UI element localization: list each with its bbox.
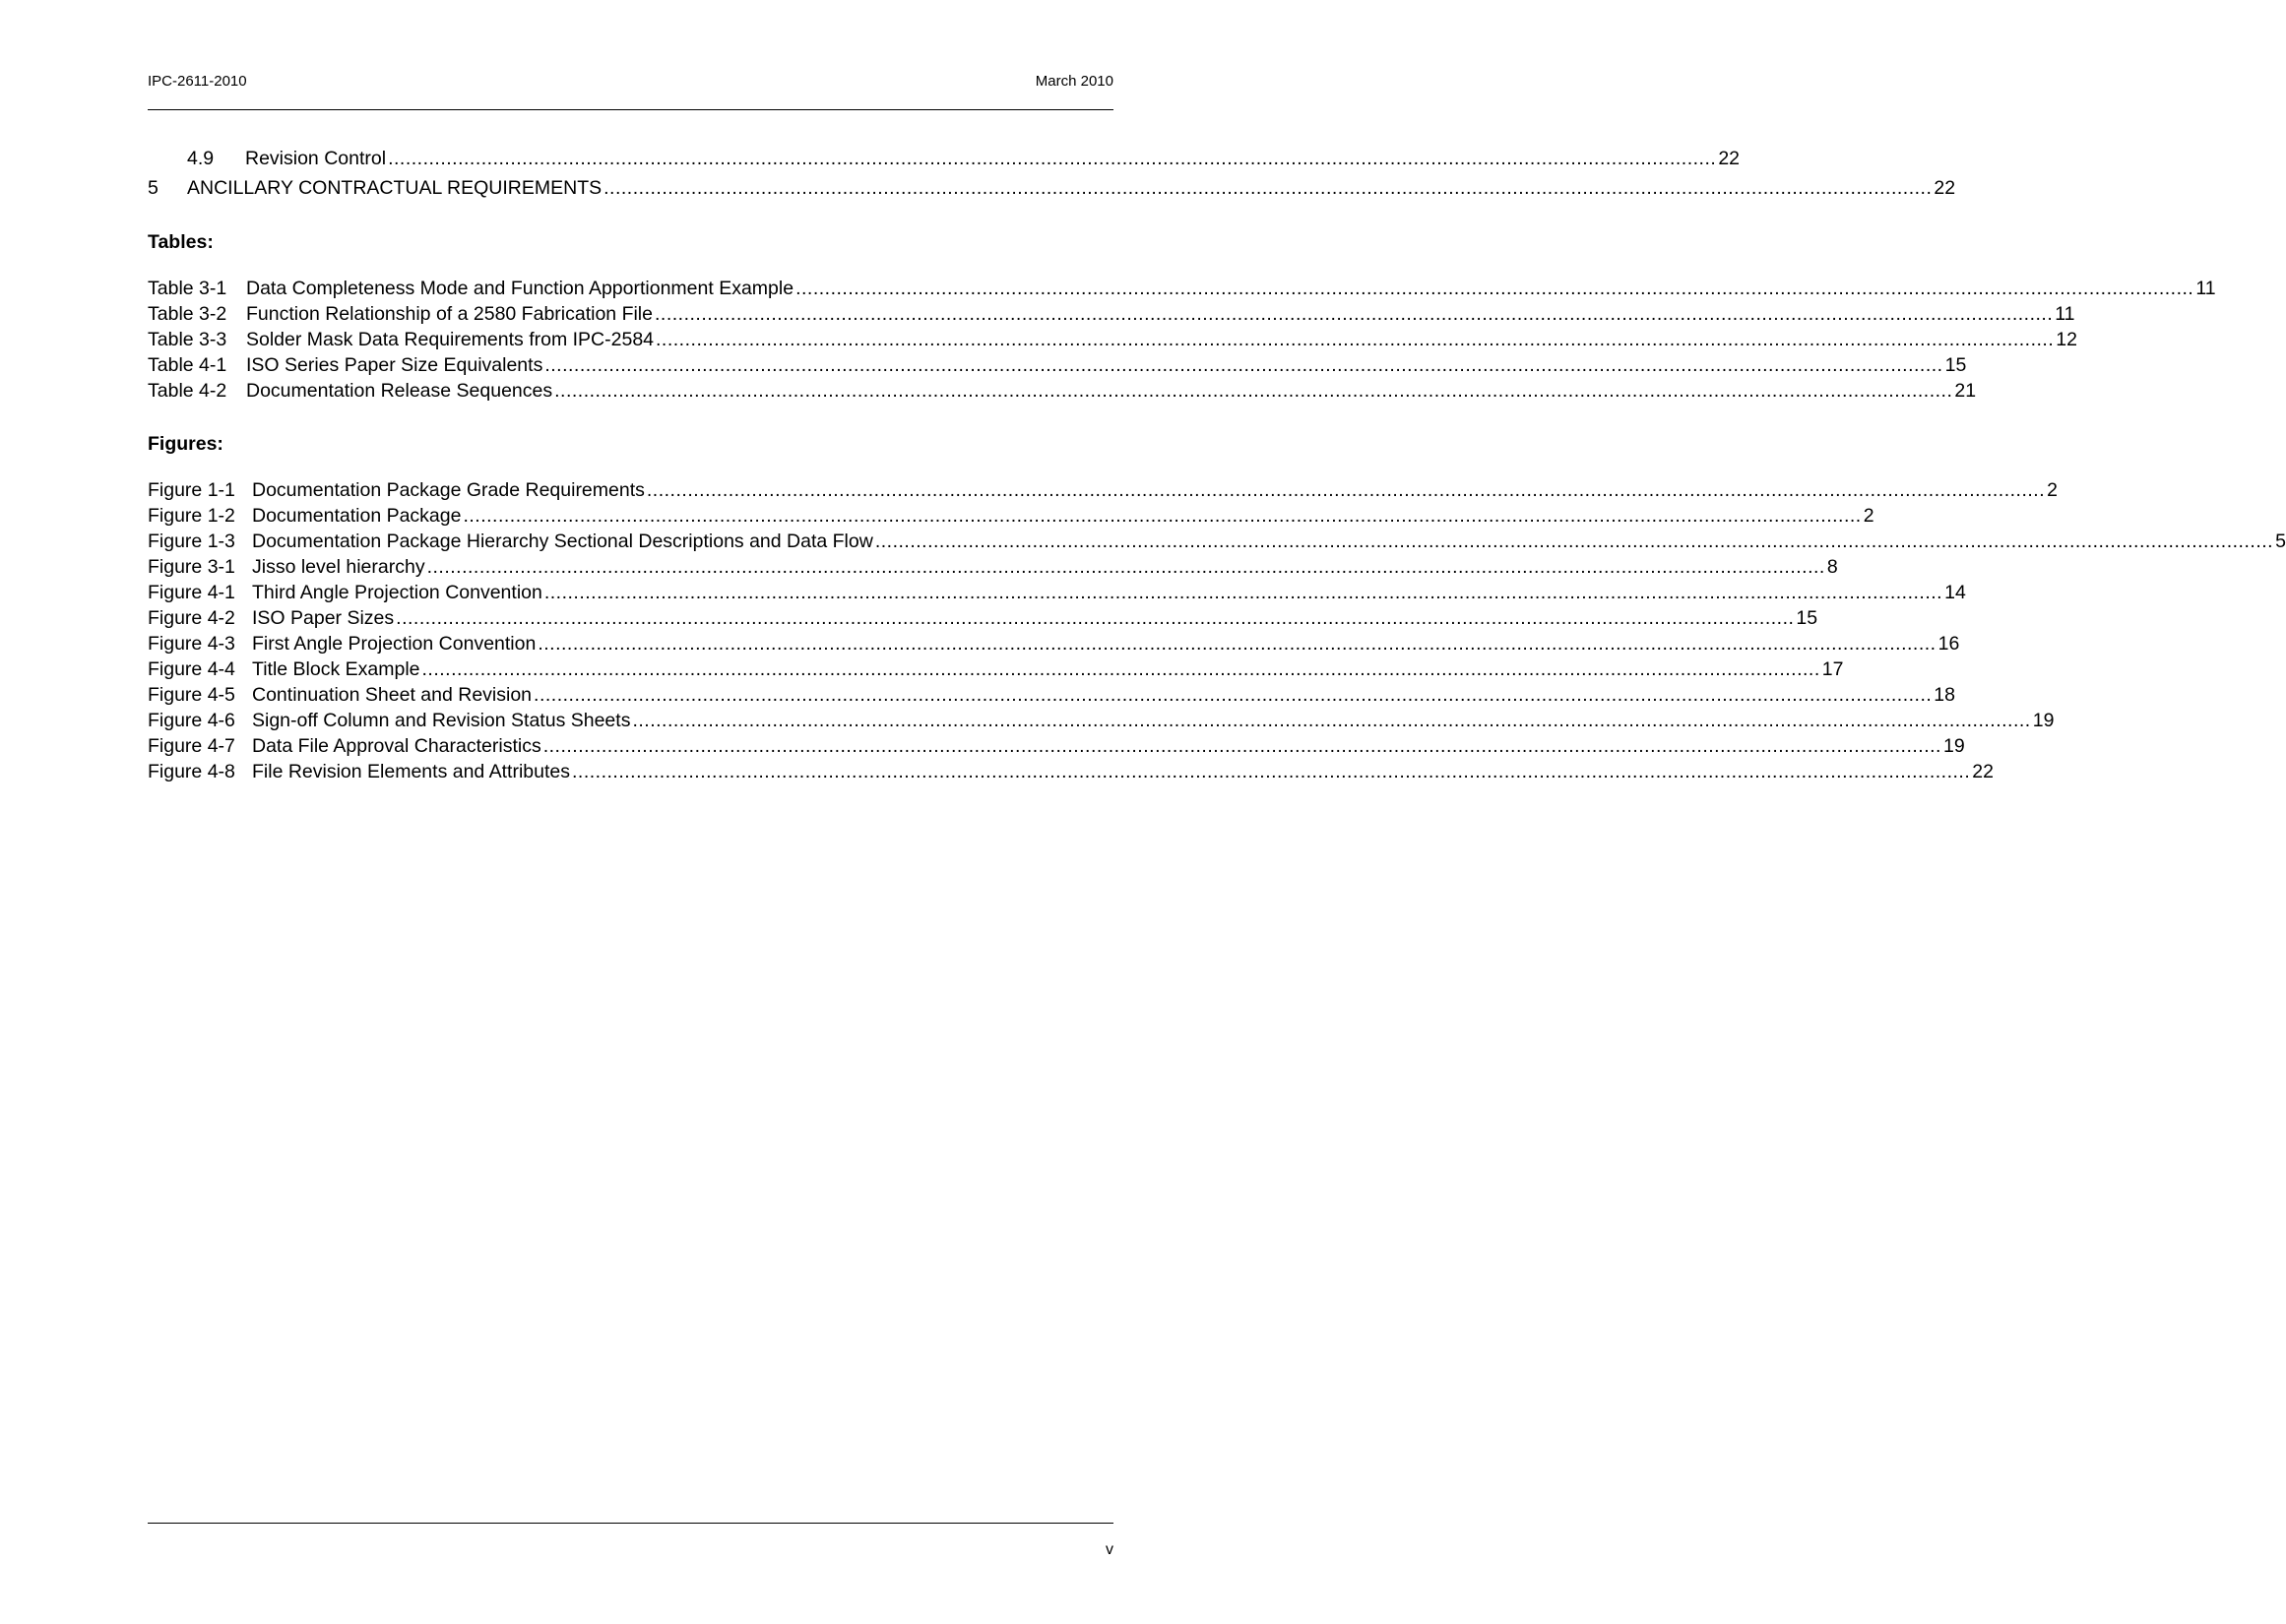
leader-dots: ................................................................................................................................................................................................................................................	[572, 761, 1971, 782]
table-entry[interactable]	[148, 277, 2216, 300]
leader-dots: ................................................................................................................................................................................................................................................	[874, 531, 2274, 552]
leader-dots: ................................................................................................................................................................................................................................................	[655, 303, 2054, 325]
figure-entry[interactable]	[148, 657, 1844, 681]
toc-entry-page: 22	[1934, 177, 1956, 199]
figure-page: 22	[1972, 761, 1994, 782]
leader-dots: ................................................................................................................................................................................................................................................	[538, 633, 1937, 655]
table-page: 12	[2056, 329, 2077, 350]
figure-entry[interactable]	[148, 632, 1960, 656]
figures-heading: Figures:	[148, 433, 223, 455]
table-title: Function Relationship of a 2580 Fabrication File	[246, 303, 653, 325]
figure-title: Documentation Package	[252, 505, 462, 527]
table-number: Table 3-3	[148, 329, 227, 350]
toc-entry-number: 5	[148, 177, 159, 199]
leader-dots: ................................................................................................................................................................................................................................................	[646, 479, 2046, 501]
table-number: Table 3-2	[148, 303, 227, 325]
figure-page: 16	[1937, 633, 1960, 655]
table-page: 11	[2055, 303, 2075, 325]
figure-page: 19	[2032, 710, 2055, 731]
leader-dots: ................................................................................................................................................................................................................................................	[544, 354, 1943, 376]
figure-page: 18	[1934, 684, 1955, 706]
table-page: 21	[1954, 380, 1977, 402]
leader-dots: ................................................................................................................................................................................................................................................	[463, 505, 1862, 527]
table-title: Documentation Release Sequences	[246, 380, 553, 402]
table-number: Table 3-1	[148, 278, 227, 299]
page-header	[148, 73, 1113, 90]
toc-entry-title: Revision Control	[245, 148, 387, 169]
leader-dots: ................................................................................................................................................................................................................................................	[421, 658, 1820, 680]
figure-title: Documentation Package Grade Requirements	[252, 479, 645, 501]
leader-dots: ................................................................................................................................................................................................................................................	[554, 380, 1953, 402]
figure-title: File Revision Elements and Attributes	[252, 761, 570, 782]
figure-entry[interactable]	[148, 683, 1955, 707]
figure-page: 8	[1826, 556, 1838, 578]
document-id: IPC-2611-2010	[148, 73, 247, 90]
figure-page: 5	[2275, 531, 2286, 552]
figure-number: Figure 1-2	[148, 505, 235, 527]
figure-page: 15	[1796, 607, 1818, 629]
figure-page: 19	[1942, 735, 1965, 757]
figure-page: 2	[1863, 505, 1874, 527]
figure-title: ISO Paper Sizes	[252, 607, 395, 629]
table-entry[interactable]	[148, 353, 1967, 377]
header-divider	[148, 109, 1113, 110]
figure-entry[interactable]	[148, 709, 2055, 732]
leader-dots: ................................................................................................................................................................................................................................................	[534, 684, 1933, 706]
leader-dots: ....................................................................................................................................................................................................................................	[388, 148, 1717, 169]
figure-title: Documentation Package Hierarchy Sectional Descriptions and Data Flow	[252, 531, 873, 552]
figure-number: Figure 4-5	[148, 684, 235, 706]
leader-dots: ................................................................................................................................................................................................................................................	[632, 710, 2031, 731]
leader-dots: ................................................................................................................................................................................................................................................	[795, 278, 2194, 299]
figure-entry[interactable]	[148, 734, 1965, 758]
figure-title: Data File Approval Characteristics	[252, 735, 541, 757]
figure-page: 2	[2047, 479, 2059, 501]
figure-title: Third Angle Projection Convention	[252, 582, 542, 603]
figure-number: Figure 4-3	[148, 633, 235, 655]
figure-number: Figure 4-8	[148, 761, 235, 782]
figure-number: Figure 4-4	[148, 658, 235, 680]
table-number: Table 4-1	[148, 354, 227, 376]
leader-dots: ................................................................................................................................................................................................................................................	[426, 556, 1825, 578]
table-entry[interactable]	[148, 328, 2077, 351]
figure-page: 14	[1944, 582, 1966, 603]
toc-entry-number: 4.9	[187, 148, 215, 169]
page-number: v	[1106, 1541, 1113, 1558]
figure-entry[interactable]	[148, 581, 1966, 604]
toc-entry-title: ANCILLARY CONTRACTUAL REQUIREMENTS	[187, 177, 603, 199]
leader-dots: ................................................................................................................................................................................................................................................	[656, 329, 2055, 350]
leader-dots: ................................................................................................................................................................................................................................................	[396, 607, 1795, 629]
figure-title: Sign-off Column and Revision Status Sheets	[252, 710, 631, 731]
figure-number: Figure 4-2	[148, 607, 235, 629]
figure-number: Figure 4-6	[148, 710, 235, 731]
figure-number: Figure 1-1	[148, 479, 235, 501]
table-page: 15	[1944, 354, 1967, 376]
leader-dots: ................................................................................................................................................................................................................................................	[542, 735, 1941, 757]
table-title: Solder Mask Data Requirements from IPC-2584	[246, 329, 655, 350]
figure-entry[interactable]	[148, 606, 1818, 630]
figure-number: Figure 3-1	[148, 556, 235, 578]
figure-entry[interactable]	[148, 478, 2059, 502]
table-page: 11	[2195, 278, 2216, 299]
figure-title: Title Block Example	[252, 658, 420, 680]
figure-entry[interactable]	[148, 760, 1994, 783]
table-title: Data Completeness Mode and Function Apportionment Example	[246, 278, 794, 299]
figure-title: Continuation Sheet and Revision	[252, 684, 533, 706]
figure-entry[interactable]	[148, 555, 1838, 579]
figure-title: First Angle Projection Convention	[252, 633, 537, 655]
table-title: ISO Series Paper Size Equivalents	[246, 354, 543, 376]
figure-number: Figure 4-1	[148, 582, 235, 603]
document-date: March 2010	[1035, 73, 1113, 90]
leader-dots: ....................................................................................................................................................................................................................................	[603, 177, 1933, 199]
leader-dots: ................................................................................................................................................................................................................................................	[543, 582, 1943, 603]
figure-entry[interactable]	[148, 504, 1874, 528]
tables-heading: Tables:	[148, 231, 214, 253]
figure-page: 17	[1821, 658, 1844, 680]
footer-divider	[148, 1523, 1113, 1524]
table-number: Table 4-2	[148, 380, 227, 402]
toc-entry-5[interactable]	[148, 176, 1956, 200]
toc-entry-4-9[interactable]	[187, 147, 1741, 170]
figure-number: Figure 1-3	[148, 531, 235, 552]
figure-title: Jisso level hierarchy	[252, 556, 425, 578]
table-entry[interactable]	[148, 302, 2075, 326]
toc-entry-page: 22	[1718, 148, 1741, 169]
table-entry[interactable]	[148, 379, 1977, 403]
figure-number: Figure 4-7	[148, 735, 235, 757]
figure-entry[interactable]	[148, 530, 2286, 553]
